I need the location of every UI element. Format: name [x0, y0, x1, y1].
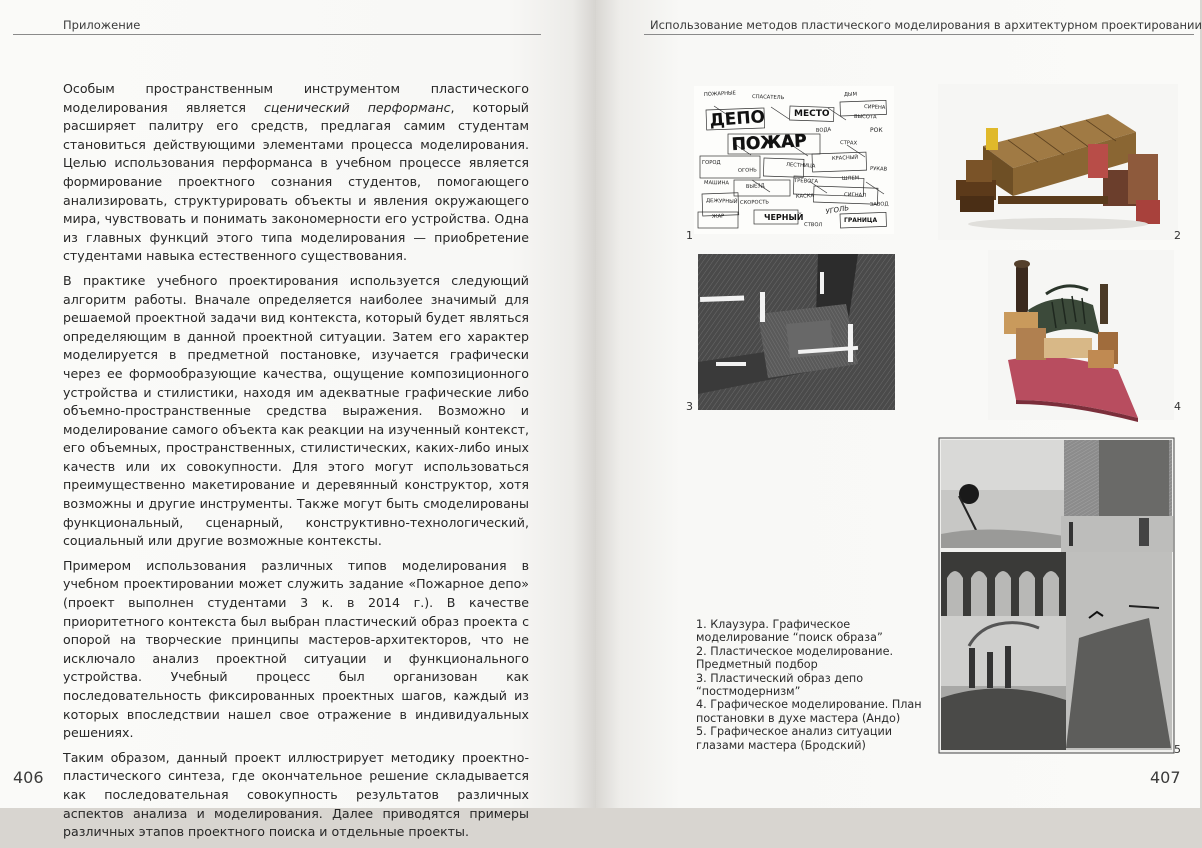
sketch-word: ВЫЕЗД — [745, 183, 765, 190]
sketch-word: РУКАВ — [869, 166, 888, 173]
figure-2-photo — [938, 84, 1178, 240]
caption-2: 2. Пластическое моделирование. Предметный подбор — [696, 644, 894, 672]
sketch-word-granitsa: ГРАНИЦА — [844, 217, 878, 224]
body-text — [63, 80, 529, 848]
sketch-word: ЖАР — [711, 213, 725, 220]
figure-5-drawing — [939, 438, 1174, 753]
paragraph-2: В практике учебного проектирования используется следующий алгоритм работы. Вначале определяется наиболее значимый для решаемой проектной задачи вид контекста, который будет являться определяющим в данной проектной ситуации. Затем его характер моделируется в предметной постановке, изучается графически через ее формообразующие качества, ощущение композиционного устройства и стилистики, находя им адекватные графические либо объемно-пространственные средства выражения. Возможно и моделирование самого объекта как реакции на изученный контекст, его объемных, пространственных, стилистических, каких-либо иных качеств или их совокупности. Для этого могут использоваться преимущественно макетирование и деревянный конструктор, хотя возможны и другие инструменты. Также могут быть смоделированы функциональный, сценарный, конструктивно-технологический, социальный или другие возможные контексты. — [63, 272, 529, 549]
header-rule-left — [13, 34, 541, 35]
sketch-word-rok: РОК — [870, 127, 883, 134]
paragraph-1-start: Особым пространственным инструментом пластического моделирования является — [63, 81, 529, 115]
page-number-right: 407 — [1150, 768, 1181, 787]
sketch-word-depo: ДЕПО — [708, 107, 766, 131]
sketch-word: СКОРОСТЬ — [739, 199, 769, 206]
sketch-word: ЗАВОД — [869, 201, 889, 208]
sketch-word-chernyi: ЧЕРНЫЙ — [764, 213, 804, 222]
caption-3: 3. Пластический образ депо “постмодернизм” — [696, 671, 864, 699]
sketch-word: ГОРОД — [702, 160, 721, 166]
sketch-word: СТРАХ — [839, 140, 858, 147]
wooden-block-model — [938, 84, 1178, 240]
word-collage-drawing — [694, 86, 894, 234]
figure-captions — [696, 618, 931, 752]
paragraph-1-emphasis: сценический перформанс — [263, 99, 451, 115]
sketch-word: СПАСАТЕЛЬ — [751, 94, 785, 102]
sketch-word: МАШИНА — [703, 180, 729, 187]
paragraph-3: Примером использования различных типов моделирования в учебном проектировании может служить задание «Пожарное депо» (проект выполнен студентами 3 к. в 2014 г.). В качестве приоритетного контекста был выбран пластический образ проекта с опорой на творческие принципы мастеров-архитекторов, что не исключало анализ проектной ситуации и функционального устройства. Учебный процесс был организован как последовательность фиксированных проектных шагов, каждый из которых впоследствии нашел свое отражение в индивидуальных решениях. — [63, 557, 529, 741]
paragraph-1-rest: , который расширяет палитру его средств, предлагая самим студентам становиться действующими элементами процесса моделирования. Целью использования перформанса в учебном процессе является формирование проектного сознания студентов, помогающего анализировать, структурировать объекты и явления окружающего мира, чувствовать и понимать закономерности его устройства. Одна из главных функций этого типа моделирования — приобретение студентами навыка естественного существования. — [63, 99, 529, 264]
sketch-word: КРАСНЫЙ — [831, 154, 859, 162]
figure-1-sketch — [694, 86, 894, 234]
left-page — [0, 0, 596, 840]
figure-3-graphic — [698, 254, 895, 410]
sketch-word: ОГОНЬ — [737, 167, 757, 174]
graphic-composition — [698, 254, 895, 410]
figure-4-number: 4 — [1174, 400, 1181, 413]
sketch-word: СИРЕНА — [863, 104, 886, 112]
running-head-right: Использование методов пластического моделирования в архитектурном проектировании — [650, 18, 1202, 32]
caption-1: 1. Клаузура. Графическое моделирование “поиск образа” — [696, 618, 883, 645]
right-page — [596, 0, 1200, 808]
sketch-word-pozhar: ПОЖАР — [731, 131, 808, 155]
paragraph-4: Таким образом, данный проект иллюстрирует методику проектно-пластического синтеза, где окончательное решение складывается как последовательная совокупность результатов различных аспектов анализа и моделирования. Далее приводятся примеры различных этапов проектного поиска и отдельные проекты. — [63, 749, 529, 840]
sketch-word: КАСКА — [795, 193, 815, 200]
sketch-word: ДЕЖУРНЫЙ — [705, 198, 738, 206]
figure-1-number: 1 — [686, 229, 693, 242]
sketch-word: ВЫСОТА — [853, 114, 877, 121]
caption-5: 5. Графическое анализ ситуации глазами мастера (Бродский) — [696, 725, 893, 752]
page-number-left: 406 — [13, 768, 44, 787]
figure-3-number: 3 — [686, 400, 693, 413]
postmodern-model — [988, 250, 1174, 420]
sketch-word: СИГНАЛ — [843, 192, 867, 199]
sketch-word-ugol: УГОЛЬ — [824, 203, 850, 216]
sketch-word: ШЛЕМ — [841, 175, 860, 182]
sketch-word: ПОЖАРНЫЕ — [703, 90, 737, 98]
caption-4: 4. Графическое моделирование. План постановки в духе мастера (Андо) — [696, 698, 922, 725]
figure-5-number: 5 — [1174, 743, 1181, 756]
sketch-word-mesto: МЕСТО — [794, 109, 830, 119]
header-rule-right — [644, 34, 1194, 35]
sketch-word: ВОДА — [815, 126, 832, 134]
figure-4-photo — [988, 250, 1174, 420]
sketch-word: СТВОЛ — [803, 222, 823, 229]
sketch-word: ТРЕВОГА — [793, 178, 819, 185]
figure-2-number: 2 — [1174, 229, 1181, 242]
graphic-collage-drawing — [939, 438, 1174, 753]
paragraph-1 — [63, 80, 529, 266]
sketch-word: ДЫМ — [843, 91, 858, 98]
running-head-left: Приложение — [63, 18, 141, 32]
sketch-word: ЛЕСТНИЦА — [785, 162, 816, 170]
